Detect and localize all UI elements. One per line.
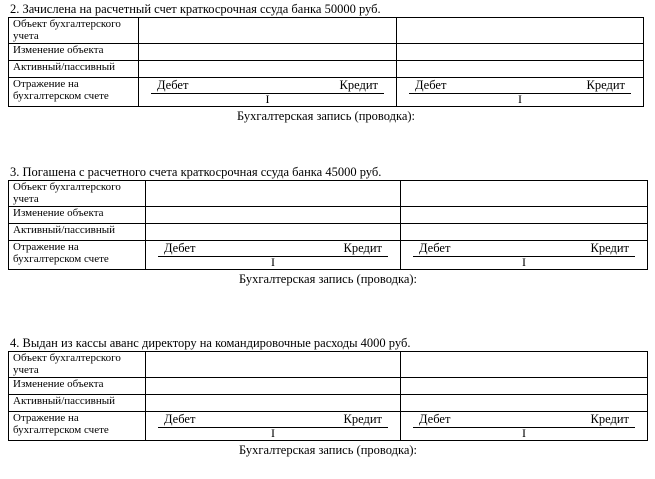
task-block-4 [8,336,648,458]
debit-label: Дебет [419,412,451,426]
t-account-cell-2[interactable] [401,412,648,441]
accounting-table [8,17,644,107]
label-object: Объект бухгалтерского учета [9,18,139,44]
t-account-cell-1[interactable] [139,78,397,107]
t-account [150,412,396,440]
change-cell-2[interactable] [397,44,644,61]
active-passive-cell-1[interactable] [139,61,397,78]
label-active-passive: Активный/пассивный [9,61,139,78]
change-cell-1[interactable] [146,207,401,224]
change-cell-1[interactable] [146,378,401,395]
object-cell-2[interactable] [397,18,644,44]
object-cell-2[interactable] [401,181,648,207]
posting-label: Бухгалтерская запись (проводка): [236,109,416,123]
t-account-divider: I [265,92,270,106]
active-passive-cell-2[interactable] [397,61,644,78]
task-block-3 [8,165,648,287]
t-account-divider: I [522,255,526,269]
object-cell-1[interactable] [139,18,397,44]
t-account [405,241,643,269]
posting-label: Бухгалтерская запись (проводка): [238,272,418,286]
debit-label: Дебет [415,78,447,92]
posting-label: Бухгалтерская запись (проводка): [238,443,418,457]
label-active-passive: Активный/пассивный [9,395,146,412]
t-account-divider: I [518,92,522,106]
credit-label: Кредит [339,78,378,92]
t-account [150,241,396,269]
t-account-divider: I [271,255,275,269]
t-account-cell-1[interactable] [146,241,401,270]
t-account-cell-2[interactable] [397,78,644,107]
label-active-passive: Активный/пассивный [9,224,146,241]
debit-label: Дебет [164,241,196,255]
change-cell-2[interactable] [401,378,648,395]
t-account-cell-2[interactable] [401,241,648,270]
debit-label: Дебет [419,241,451,255]
label-reflection: Отражение на бухгалтерском счете [9,78,139,107]
task-title: 2. Зачислена на расчетный счет краткосрочная ссуда банка 50000 руб. [10,2,381,16]
label-change: Изменение объекта [9,44,139,61]
credit-label: Кредит [343,412,382,426]
label-change: Изменение объекта [9,207,146,224]
change-cell-2[interactable] [401,207,648,224]
label-object: Объект бухгалтерского учета [9,352,146,378]
active-passive-cell-2[interactable] [401,224,648,241]
t-account-divider: I [522,426,526,440]
task-block-2 [8,2,644,124]
object-cell-2[interactable] [401,352,648,378]
label-reflection: Отражение на бухгалтерском счете [9,241,146,270]
t-account [401,78,639,106]
task-title: 3. Погашена с расчетного счета краткосрочная ссуда банка 45000 руб. [10,165,382,179]
accounting-table [8,351,648,441]
accounting-table [8,180,648,270]
t-account [143,78,392,106]
t-account [405,412,643,440]
object-cell-1[interactable] [146,352,401,378]
change-cell-1[interactable] [139,44,397,61]
label-reflection: Отражение на бухгалтерском счете [9,412,146,441]
credit-label: Кредит [590,412,629,426]
t-account-cell-1[interactable] [146,412,401,441]
object-cell-1[interactable] [146,181,401,207]
label-object: Объект бухгалтерского учета [9,181,146,207]
debit-label: Дебет [164,412,196,426]
credit-label: Кредит [586,78,625,92]
label-change: Изменение объекта [9,378,146,395]
active-passive-cell-1[interactable] [146,395,401,412]
credit-label: Кредит [343,241,382,255]
active-passive-cell-1[interactable] [146,224,401,241]
task-title: 4. Выдан из кассы аванс директору на командировочные расходы 4000 руб. [10,336,411,350]
t-account-divider: I [271,426,275,440]
credit-label: Кредит [590,241,629,255]
debit-label: Дебет [157,78,189,92]
active-passive-cell-2[interactable] [401,395,648,412]
